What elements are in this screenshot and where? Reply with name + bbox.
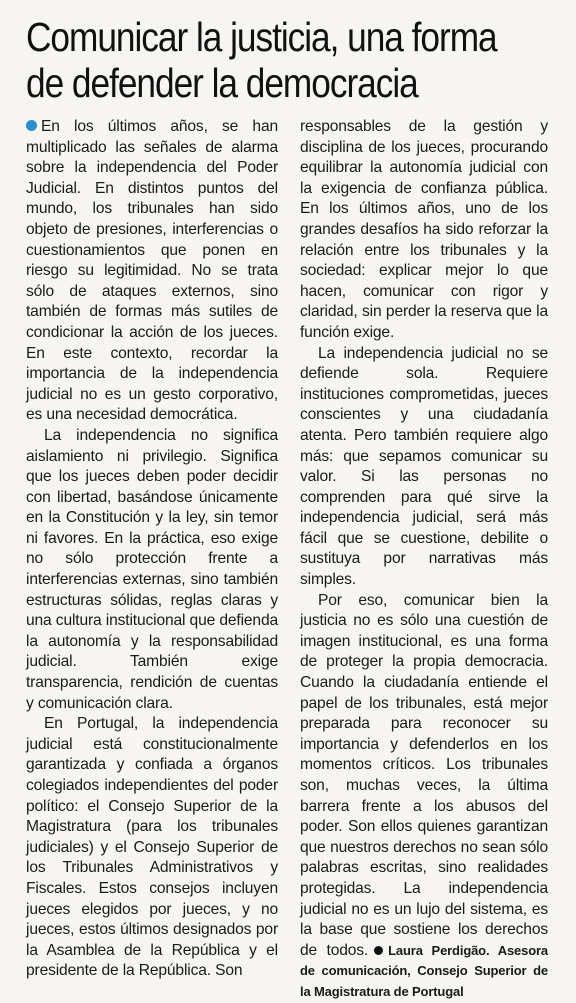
paragraph: [300, 591, 548, 1003]
signature-dot-icon: [374, 946, 383, 955]
paragraph: La independencia no significa aislamiento ni privilegio. Significa que los jueces deben poder decidir con libertad, basándose únicamente en la Constitución y la ley, sin temor ni favores. En la práctica, eso exige no sólo protección frente a interferencias externas, sino también estructuras sólidas, reglas claras y una cultura institucional que defienda la autonomía y la responsabilidad judicial. También exige transparencia, rendición de cuentas y comunicación clara.: [26, 426, 278, 712]
author-signature: Laura Perdigão. Asesora de comunicación, Consejo Superior de la Magistratura de Portugal: [300, 942, 548, 999]
paragraph-text: En los últimos años, se han multiplicado las señales de alarma sobre la independencia del Poder Judicial. En distintos puntos del mundo, los tribunales han sido objeto de presiones, interferencias o cuestionamientos que ponen en riesgo su legitimidad. No se trata sólo de ataques externos, sino también de formas más sutiles de condicionar la acción de los jueces. En este contexto, recordar la importancia de la independencia judicial no es un gesto corporativo, es una necesidad democrática.: [26, 118, 278, 424]
article-body: [26, 117, 548, 999]
paragraph-text: Por eso, comunicar bien la justicia no es sólo una cuestión de imagen institucional, es una forma de proteger la propia democracia. Cuando la ciudadanía entiende el papel de los tribunales, está mejor preparada para reconocer su importancia y defenderlos en los momentos críticos. Los tribunales son, muchas veces, la última barrera frente a los abusos del poder. Son ellos quienes garantizan que nuestros derechos no sean sólo palabras escritas, sino realidades protegidas. La independencia judicial no es un lujo del sistema, es la base que sostiene los derechos de todos.: [300, 591, 548, 959]
paragraph: responsables de la gestión y disciplina de los jueces, procurando equilibrar la autonomía judicial con la exigencia de confianza pública. En los últimos años, uno de los grandes desafíos ha sido reforzar la relación entre los tribunales y la sociedad: explicar mejor lo que hacen, comunicar con rigor y claridad, sin perder la reserva que la función exige.: [300, 118, 548, 341]
column-right: [300, 117, 548, 1003]
headline-line-1: Comunicar la justicia, una forma: [26, 14, 497, 60]
article-headline: [26, 14, 559, 106]
column-left: [26, 117, 278, 1003]
headline-line-2: de defender la democracia: [26, 60, 418, 106]
paragraph: En Portugal, la independencia judicial está constitucionalmente garantizada y confiada a órganos colegiados independientes del poder político: el Consejo Superior de la Magistratura (para los tribunales judiciales) y el Consejo Superior de los Tribunales Administrativos y Fiscales. Estos consejos incluyen jueces elegidos por jueces, y no jueces, estos últimos designados por la Asamblea de la República y el presidente de la República. Son: [26, 715, 278, 980]
paragraph: [26, 117, 278, 426]
blue-bullet-icon: [26, 120, 37, 131]
paragraph: La independencia judicial no se defiende sola. Requiere instituciones comprometidas, jueces conscientes y una ciudadanía atenta. Pero también requiere algo más: que sepamos comunicar su valor. Si las personas no comprenden para qué sirve la independencia judicial, será más fácil que se cuestione, debilite o sustituya por narrativas más simples.: [300, 344, 548, 589]
